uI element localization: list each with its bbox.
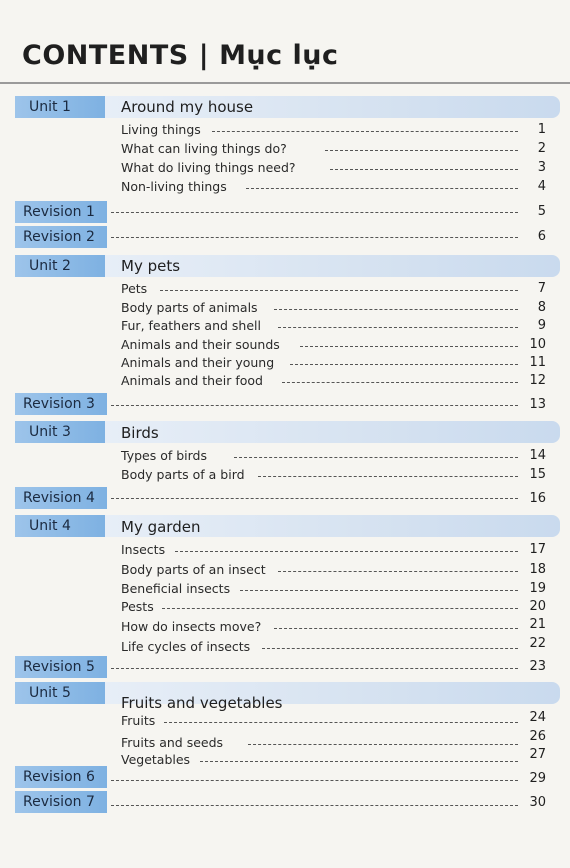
leader-dashes	[234, 457, 518, 458]
leader-dashes	[111, 498, 518, 499]
toc-item[interactable]: Non-living things	[121, 179, 227, 194]
page-number: 1	[537, 122, 546, 137]
toc-item[interactable]: Fruits and seeds	[121, 735, 224, 750]
unit-label: Unit 4	[15, 515, 105, 537]
toc-item[interactable]: Pests	[121, 599, 154, 614]
unit-label: Unit 2	[15, 255, 105, 277]
revision-label[interactable]: Revision 3	[15, 393, 107, 415]
title-english: CONTENTS	[22, 40, 189, 71]
page-number: 7	[537, 281, 546, 296]
leader-dashes	[300, 346, 518, 347]
toc-item[interactable]: Living things	[121, 122, 201, 137]
unit-band	[105, 421, 560, 443]
leader-dashes	[274, 628, 518, 629]
toc-item[interactable]: What can living things do?	[121, 141, 287, 156]
page-number: 27	[529, 747, 546, 762]
page-title	[22, 40, 339, 71]
page-number: 2	[537, 141, 546, 156]
leader-dashes	[240, 590, 518, 591]
toc-item[interactable]: Types of birds	[121, 448, 207, 463]
page-number: 10	[529, 337, 546, 352]
toc-item[interactable]: Body parts of animals	[121, 300, 258, 315]
page-number: 9	[537, 318, 546, 333]
page-number: 3	[537, 160, 546, 175]
leader-dashes	[212, 131, 518, 132]
revision-label[interactable]: Revision 6	[15, 766, 107, 788]
leader-dashes	[162, 608, 518, 609]
unit-label: Unit 3	[15, 421, 105, 443]
unit-label: Unit 1	[15, 96, 105, 118]
page-number: 12	[529, 373, 546, 388]
page-number: 15	[529, 467, 546, 482]
leader-dashes	[111, 237, 518, 238]
page-number: 22	[529, 636, 546, 651]
title-separator: |	[198, 40, 210, 71]
toc-item[interactable]: How do insects move?	[121, 619, 262, 634]
leader-dashes	[246, 188, 518, 189]
toc-item[interactable]: Insects	[121, 542, 166, 557]
leader-dashes	[111, 405, 518, 406]
revision-label[interactable]: Revision 7	[15, 791, 107, 813]
title-vietnamese: Mục lục	[219, 40, 339, 71]
toc-item[interactable]: Life cycles of insects	[121, 639, 251, 654]
page-number: 14	[529, 448, 546, 463]
leader-dashes	[111, 668, 518, 669]
unit-title[interactable]: Around my house	[121, 98, 254, 116]
revision-label[interactable]: Revision 4	[15, 487, 107, 509]
page-number: 8	[537, 300, 546, 315]
page-number: 24	[529, 710, 546, 725]
page-number: 21	[529, 617, 546, 632]
toc-item[interactable]: Animals and their food	[121, 373, 263, 388]
unit-label: Unit 5	[15, 682, 105, 704]
leader-dashes	[160, 290, 518, 291]
leader-dashes	[111, 805, 518, 806]
toc-item[interactable]: What do living things need?	[121, 160, 296, 175]
leader-dashes	[290, 364, 518, 365]
page-number: 30	[529, 795, 546, 810]
leader-dashes	[330, 169, 518, 170]
leader-dashes	[278, 327, 518, 328]
toc-item[interactable]: Fur, feathers and shell	[121, 318, 261, 333]
leader-dashes	[200, 761, 518, 762]
revision-label[interactable]: Revision 5	[15, 656, 107, 678]
leader-dashes	[248, 744, 518, 745]
unit-title[interactable]: My garden	[121, 518, 201, 536]
page-number: 6	[537, 229, 546, 244]
page-number: 16	[529, 491, 546, 506]
leader-dashes	[262, 648, 518, 649]
revision-label[interactable]: Revision 2	[15, 226, 107, 248]
toc-item[interactable]: Body parts of a bird	[121, 467, 245, 482]
page-number: 23	[529, 659, 546, 674]
page-number: 13	[529, 397, 546, 412]
leader-dashes	[175, 551, 518, 552]
page-number: 11	[529, 355, 546, 370]
toc-item[interactable]: Fruits	[121, 713, 156, 728]
leader-dashes	[111, 212, 518, 213]
toc-item[interactable]: Animals and their sounds	[121, 337, 280, 352]
title-rule	[0, 82, 570, 84]
toc-item[interactable]: Body parts of an insect	[121, 562, 266, 577]
toc-item[interactable]: Animals and their young	[121, 355, 275, 370]
leader-dashes	[111, 780, 518, 781]
leader-dashes	[258, 476, 518, 477]
toc-item[interactable]: Pets	[121, 281, 148, 296]
revision-label[interactable]: Revision 1	[15, 201, 107, 223]
leader-dashes	[274, 309, 518, 310]
page-number: 5	[537, 204, 546, 219]
toc-item[interactable]: Beneficial insects	[121, 581, 231, 596]
page-number: 20	[529, 599, 546, 614]
unit-title[interactable]: My pets	[121, 257, 181, 275]
leader-dashes	[282, 382, 518, 383]
page-number: 4	[537, 179, 546, 194]
leader-dashes	[325, 150, 518, 151]
unit-title[interactable]: Birds	[121, 424, 159, 442]
toc-item[interactable]: Vegetables	[121, 752, 191, 767]
page-number: 26	[529, 729, 546, 744]
page-number: 18	[529, 562, 546, 577]
leader-dashes	[164, 722, 518, 723]
unit-title[interactable]: Fruits and vegetables	[121, 694, 283, 712]
page-number: 29	[529, 771, 546, 786]
page-number: 17	[529, 542, 546, 557]
page-number: 19	[529, 581, 546, 596]
leader-dashes	[278, 571, 518, 572]
